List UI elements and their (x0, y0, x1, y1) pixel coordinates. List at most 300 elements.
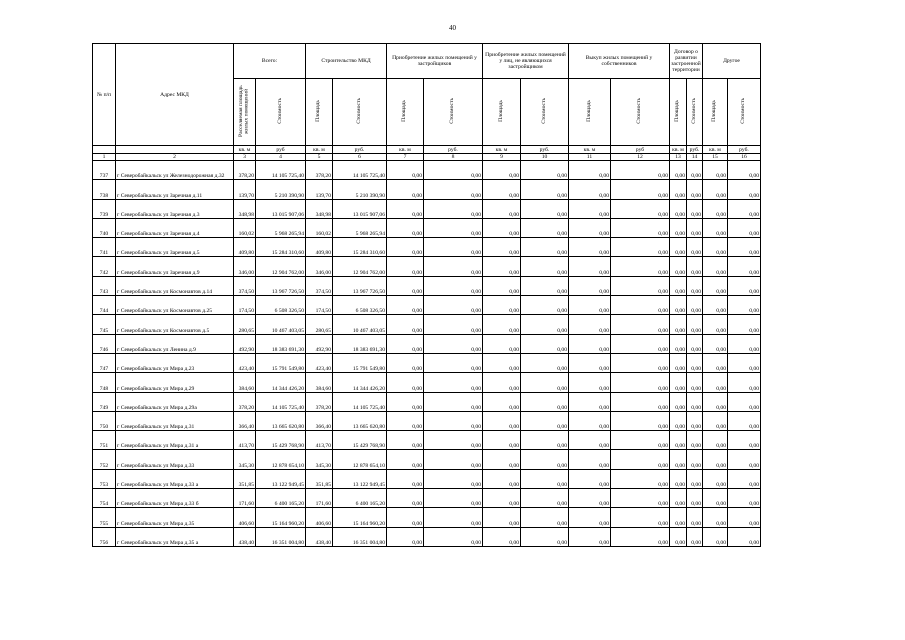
row-address: г Северобайкальск ул Космонавтов д.14 (116, 276, 234, 295)
zero-area: 0,00 (569, 411, 611, 430)
header-area: Площадь (483, 79, 521, 146)
zero-cost: 0,00 (521, 469, 569, 488)
header-group-development-contract: Договор о развитии застроенной территории (670, 44, 703, 79)
zero-area: 0,00 (483, 257, 521, 276)
zero-area: 0,00 (387, 353, 424, 372)
zero-cost: 0,00 (611, 392, 670, 411)
total-area: 438,40 (234, 527, 256, 546)
row-number: 744 (93, 296, 116, 315)
units-cell-blank (93, 146, 116, 154)
construction-cost: 13 967 726,50 (333, 276, 387, 295)
row-address: г Северобайкальск ул Космонавтов д.5 (116, 315, 234, 334)
construction-cost: 18 383 691,30 (333, 334, 387, 353)
zero-area: 0,00 (670, 373, 687, 392)
row-number: 745 (93, 315, 116, 334)
total-cost: 13 015 907,06 (256, 199, 306, 218)
zero-cost: 0,00 (611, 257, 670, 276)
zero-cost: 0,00 (521, 276, 569, 295)
zero-area: 0,00 (670, 431, 687, 450)
construction-area: 160,02 (306, 218, 333, 237)
row-address: г Северобайкальск ул Железнодорожная д.32 (116, 161, 234, 180)
zero-area: 0,00 (569, 450, 611, 469)
zero-area: 0,00 (387, 373, 424, 392)
zero-area: 0,00 (703, 508, 728, 527)
zero-area: 0,00 (703, 238, 728, 257)
zero-area: 0,00 (670, 411, 687, 430)
zero-area: 0,00 (387, 315, 424, 334)
zero-area: 0,00 (483, 334, 521, 353)
total-cost: 13 967 726,50 (256, 276, 306, 295)
zero-cost: 0,00 (424, 199, 483, 218)
zero-area: 0,00 (703, 527, 728, 546)
units-cell-blank (116, 146, 234, 154)
construction-cost: 13 665 620,80 (333, 411, 387, 430)
zero-cost: 0,00 (424, 218, 483, 237)
total-area: 174,50 (234, 296, 256, 315)
column-number: 6 (333, 154, 387, 161)
zero-area: 0,00 (387, 392, 424, 411)
construction-area: 423,40 (306, 353, 333, 372)
construction-area: 171,60 (306, 489, 333, 508)
zero-area: 0,00 (703, 489, 728, 508)
zero-cost: 0,00 (687, 276, 703, 295)
row-number: 753 (93, 469, 116, 488)
zero-cost: 0,00 (521, 527, 569, 546)
row-number: 752 (93, 450, 116, 469)
zero-area: 0,00 (569, 296, 611, 315)
table-row (93, 296, 761, 315)
zero-cost: 0,00 (611, 450, 670, 469)
zero-cost: 0,00 (424, 353, 483, 372)
column-number: 11 (569, 154, 611, 161)
zero-area: 0,00 (387, 527, 424, 546)
header-area: Площадь (306, 79, 333, 146)
table-row (93, 450, 761, 469)
table-row (93, 199, 761, 218)
zero-area: 0,00 (483, 276, 521, 295)
zero-cost: 0,00 (424, 257, 483, 276)
row-number: 755 (93, 508, 116, 527)
zero-area: 0,00 (569, 257, 611, 276)
row-address: г Северобайкальск ул Мира д.33 (116, 450, 234, 469)
total-cost: 14 105 725,40 (256, 392, 306, 411)
table-row (93, 276, 761, 295)
construction-area: 139,70 (306, 180, 333, 199)
zero-area: 0,00 (703, 218, 728, 237)
table-row (93, 527, 761, 546)
zero-area: 0,00 (483, 392, 521, 411)
row-address: г Северобайкальск ул Заречная д.3 (116, 199, 234, 218)
zero-area: 0,00 (483, 469, 521, 488)
total-cost: 18 383 691,30 (256, 334, 306, 353)
row-address: г Северобайкальск ул Заречная д.9 (116, 257, 234, 276)
total-cost: 15 791 549,80 (256, 353, 306, 372)
zero-cost: 0,00 (728, 218, 761, 237)
total-area: 409,80 (234, 238, 256, 257)
total-area: 378,20 (234, 161, 256, 180)
total-cost: 15 429 768,90 (256, 431, 306, 450)
zero-cost: 0,00 (424, 315, 483, 334)
zero-area: 0,00 (670, 334, 687, 353)
zero-cost: 0,00 (424, 527, 483, 546)
zero-cost: 0,00 (687, 392, 703, 411)
zero-cost: 0,00 (521, 315, 569, 334)
total-area: 378,20 (234, 392, 256, 411)
table-row (93, 431, 761, 450)
zero-cost: 0,00 (611, 527, 670, 546)
zero-cost: 0,00 (728, 392, 761, 411)
row-address: г Северобайкальск ул Заречная д.4 (116, 218, 234, 237)
row-address: г Северобайкальск ул Мира д.29а (116, 392, 234, 411)
construction-cost: 5 210 390,90 (333, 180, 387, 199)
zero-area: 0,00 (569, 392, 611, 411)
zero-area: 0,00 (670, 508, 687, 527)
zero-area: 0,00 (703, 450, 728, 469)
zero-cost: 0,00 (424, 180, 483, 199)
construction-area: 174,50 (306, 296, 333, 315)
zero-cost: 0,00 (728, 315, 761, 334)
zero-area: 0,00 (483, 238, 521, 257)
header-address: Адрес МКД (116, 44, 234, 146)
zero-area: 0,00 (483, 431, 521, 450)
units-row (93, 146, 761, 154)
header-cost: Стоимость (333, 79, 387, 146)
zero-area: 0,00 (670, 199, 687, 218)
zero-area: 0,00 (387, 238, 424, 257)
zero-area: 0,00 (569, 353, 611, 372)
header-cost: Стоимость (424, 79, 483, 146)
table-row (93, 353, 761, 372)
zero-area: 0,00 (569, 161, 611, 180)
zero-area: 0,00 (569, 431, 611, 450)
unit-cell: руб. (424, 146, 483, 154)
total-area: 492,90 (234, 334, 256, 353)
construction-area: 492,90 (306, 334, 333, 353)
zero-area: 0,00 (569, 315, 611, 334)
zero-cost: 0,00 (611, 315, 670, 334)
construction-area: 378,20 (306, 392, 333, 411)
zero-area: 0,00 (483, 180, 521, 199)
header-group-purchase-non-developers: Приобретение жилых помещений у лиц, не являющихся застройщиком (483, 44, 569, 79)
zero-cost: 0,00 (521, 373, 569, 392)
total-area: 345,30 (234, 450, 256, 469)
zero-area: 0,00 (569, 180, 611, 199)
column-number: 2 (116, 154, 234, 161)
total-cost: 12 878 654,10 (256, 450, 306, 469)
row-number: 746 (93, 334, 116, 353)
total-cost: 6 400 165,20 (256, 489, 306, 508)
table-row (93, 257, 761, 276)
row-address: г Северобайкальск ул Мира д.35 а (116, 527, 234, 546)
unit-cell: кв. м (306, 146, 333, 154)
row-number: 737 (93, 161, 116, 180)
zero-area: 0,00 (387, 431, 424, 450)
zero-cost: 0,00 (611, 431, 670, 450)
zero-cost: 0,00 (521, 353, 569, 372)
zero-area: 0,00 (670, 180, 687, 199)
zero-cost: 0,00 (728, 469, 761, 488)
row-number: 747 (93, 353, 116, 372)
zero-area: 0,00 (483, 527, 521, 546)
zero-area: 0,00 (387, 469, 424, 488)
row-number: 756 (93, 527, 116, 546)
zero-area: 0,00 (483, 296, 521, 315)
total-area: 280,65 (234, 315, 256, 334)
zero-cost: 0,00 (728, 411, 761, 430)
column-number: 4 (256, 154, 306, 161)
construction-area: 346,00 (306, 257, 333, 276)
table-row (93, 411, 761, 430)
total-cost: 5 968 265,94 (256, 218, 306, 237)
unit-cell: руб. (728, 146, 761, 154)
zero-cost: 0,00 (424, 450, 483, 469)
zero-cost: 0,00 (611, 238, 670, 257)
zero-cost: 0,00 (521, 508, 569, 527)
zero-area: 0,00 (569, 469, 611, 488)
zero-area: 0,00 (387, 199, 424, 218)
construction-cost: 16 351 004,80 (333, 527, 387, 546)
zero-area: 0,00 (387, 334, 424, 353)
table-row (93, 334, 761, 353)
zero-cost: 0,00 (521, 218, 569, 237)
zero-cost: 0,00 (424, 161, 483, 180)
zero-cost: 0,00 (521, 238, 569, 257)
zero-cost: 0,00 (728, 296, 761, 315)
total-area: 366,40 (234, 411, 256, 430)
zero-cost: 0,00 (611, 180, 670, 199)
total-cost: 13 122 949,45 (256, 469, 306, 488)
total-area: 384,60 (234, 373, 256, 392)
zero-area: 0,00 (670, 450, 687, 469)
column-number: 5 (306, 154, 333, 161)
zero-cost: 0,00 (611, 199, 670, 218)
zero-area: 0,00 (670, 161, 687, 180)
zero-cost: 0,00 (521, 180, 569, 199)
zero-cost: 0,00 (687, 218, 703, 237)
construction-area: 409,80 (306, 238, 333, 257)
column-number: 1 (93, 154, 116, 161)
construction-cost: 15 284 310,60 (333, 238, 387, 257)
zero-area: 0,00 (703, 180, 728, 199)
zero-cost: 0,00 (611, 161, 670, 180)
zero-area: 0,00 (387, 218, 424, 237)
zero-area: 0,00 (703, 334, 728, 353)
total-cost: 6 508 326,50 (256, 296, 306, 315)
zero-cost: 0,00 (521, 411, 569, 430)
table-row (93, 469, 761, 488)
zero-cost: 0,00 (687, 334, 703, 353)
construction-area: 374,50 (306, 276, 333, 295)
construction-area: 351,85 (306, 469, 333, 488)
zero-cost: 0,00 (687, 353, 703, 372)
zero-area: 0,00 (670, 315, 687, 334)
zero-area: 0,00 (483, 489, 521, 508)
row-address: г Северобайкальск ул Заречная д.11 (116, 180, 234, 199)
column-number: 8 (424, 154, 483, 161)
total-area: 351,85 (234, 469, 256, 488)
zero-area: 0,00 (703, 373, 728, 392)
construction-cost: 13 122 949,45 (333, 469, 387, 488)
zero-area: 0,00 (703, 276, 728, 295)
construction-area: 366,40 (306, 411, 333, 430)
column-number: 9 (483, 154, 521, 161)
total-area: 160,02 (234, 218, 256, 237)
zero-area: 0,00 (703, 392, 728, 411)
header-group-buyout: Выкуп жилых помещений у собственников (569, 44, 670, 79)
unit-cell: кв. м (483, 146, 521, 154)
table-row (93, 489, 761, 508)
header-cost: Стоимость (256, 79, 306, 146)
zero-cost: 0,00 (611, 508, 670, 527)
zero-area: 0,00 (569, 508, 611, 527)
zero-cost: 0,00 (424, 469, 483, 488)
zero-area: 0,00 (483, 373, 521, 392)
zero-area: 0,00 (670, 469, 687, 488)
row-number: 748 (93, 373, 116, 392)
zero-cost: 0,00 (687, 469, 703, 488)
total-cost: 10 467 403,05 (256, 315, 306, 334)
header-area: Площадь (569, 79, 611, 146)
zero-area: 0,00 (670, 527, 687, 546)
zero-cost: 0,00 (687, 238, 703, 257)
zero-cost: 0,00 (687, 315, 703, 334)
unit-cell: кв. м (703, 146, 728, 154)
total-area: 171,60 (234, 489, 256, 508)
zero-cost: 0,00 (424, 431, 483, 450)
zero-area: 0,00 (569, 238, 611, 257)
total-area: 374,50 (234, 276, 256, 295)
header-cost: Стоимость (611, 79, 670, 146)
zero-cost: 0,00 (687, 411, 703, 430)
zero-area: 0,00 (387, 296, 424, 315)
total-cost: 16 351 004,80 (256, 527, 306, 546)
column-number: 10 (521, 154, 569, 161)
unit-cell: руб. (521, 146, 569, 154)
zero-cost: 0,00 (687, 180, 703, 199)
zero-area: 0,00 (569, 199, 611, 218)
row-address: г Северобайкальск ул Мира д.33 б (116, 489, 234, 508)
zero-cost: 0,00 (521, 334, 569, 353)
total-area: 413,70 (234, 431, 256, 450)
zero-area: 0,00 (483, 353, 521, 372)
row-address: г Северобайкальск ул Мира д.31 а (116, 431, 234, 450)
construction-cost: 10 467 403,05 (333, 315, 387, 334)
zero-cost: 0,00 (521, 257, 569, 276)
zero-cost: 0,00 (611, 296, 670, 315)
zero-cost: 0,00 (687, 431, 703, 450)
construction-cost: 15 164 960,20 (333, 508, 387, 527)
row-address: г Северобайкальск ул Космонавтов д.25 (116, 296, 234, 315)
zero-cost: 0,00 (611, 276, 670, 295)
unit-cell: руб (611, 146, 670, 154)
zero-cost: 0,00 (611, 411, 670, 430)
zero-area: 0,00 (387, 411, 424, 430)
table-row (93, 180, 761, 199)
unit-cell: руб. (333, 146, 387, 154)
header-row-number: № п/п (93, 44, 116, 146)
zero-area: 0,00 (670, 218, 687, 237)
zero-area: 0,00 (670, 392, 687, 411)
row-address: г Северобайкальск ул Заречная д.5 (116, 238, 234, 257)
table-row (93, 508, 761, 527)
header-group-total: Всего: (234, 44, 306, 79)
construction-area: 406,60 (306, 508, 333, 527)
table-row (93, 218, 761, 237)
zero-cost: 0,00 (424, 373, 483, 392)
zero-cost: 0,00 (728, 199, 761, 218)
zero-cost: 0,00 (687, 296, 703, 315)
header-area: Площадь (670, 79, 687, 146)
total-cost: 12 904 762,00 (256, 257, 306, 276)
row-number: 739 (93, 199, 116, 218)
construction-cost: 12 878 654,10 (333, 450, 387, 469)
table-row (93, 315, 761, 334)
construction-area: 348,98 (306, 199, 333, 218)
column-numbers-row (93, 154, 761, 161)
zero-area: 0,00 (483, 315, 521, 334)
total-cost: 15 284 310,60 (256, 238, 306, 257)
zero-cost: 0,00 (728, 161, 761, 180)
column-number: 12 (611, 154, 670, 161)
zero-area: 0,00 (483, 411, 521, 430)
construction-cost: 14 344 426,20 (333, 373, 387, 392)
zero-cost: 0,00 (728, 373, 761, 392)
zero-cost: 0,00 (521, 161, 569, 180)
header-area: Площадь (387, 79, 424, 146)
row-address: г Северобайкальск ул Мира д.33 а (116, 469, 234, 488)
zero-cost: 0,00 (424, 238, 483, 257)
zero-cost: 0,00 (728, 180, 761, 199)
zero-area: 0,00 (703, 315, 728, 334)
zero-cost: 0,00 (611, 334, 670, 353)
zero-cost: 0,00 (611, 373, 670, 392)
column-number: 13 (670, 154, 687, 161)
header-total-area: Расселяемая площадь жилых помещений (234, 79, 256, 146)
zero-cost: 0,00 (687, 450, 703, 469)
zero-area: 0,00 (703, 469, 728, 488)
zero-cost: 0,00 (728, 353, 761, 372)
zero-area: 0,00 (569, 489, 611, 508)
construction-area: 413,70 (306, 431, 333, 450)
zero-cost: 0,00 (728, 431, 761, 450)
zero-area: 0,00 (483, 218, 521, 237)
zero-cost: 0,00 (687, 257, 703, 276)
total-area: 139,70 (234, 180, 256, 199)
zero-cost: 0,00 (687, 199, 703, 218)
zero-area: 0,00 (670, 353, 687, 372)
column-number: 15 (703, 154, 728, 161)
row-number: 740 (93, 218, 116, 237)
row-address: г Северобайкальск ул Мира д.29 (116, 373, 234, 392)
header-cost: Стоимость (687, 79, 703, 146)
zero-cost: 0,00 (424, 334, 483, 353)
zero-area: 0,00 (703, 431, 728, 450)
column-number: 7 (387, 154, 424, 161)
row-number: 751 (93, 431, 116, 450)
total-cost: 5 210 390,90 (256, 180, 306, 199)
zero-cost: 0,00 (521, 450, 569, 469)
zero-area: 0,00 (703, 296, 728, 315)
zero-area: 0,00 (703, 199, 728, 218)
zero-area: 0,00 (703, 161, 728, 180)
row-number: 750 (93, 411, 116, 430)
zero-cost: 0,00 (687, 373, 703, 392)
zero-area: 0,00 (569, 334, 611, 353)
zero-area: 0,00 (483, 199, 521, 218)
page-number: 40 (449, 24, 456, 32)
zero-cost: 0,00 (687, 161, 703, 180)
zero-area: 0,00 (670, 257, 687, 276)
